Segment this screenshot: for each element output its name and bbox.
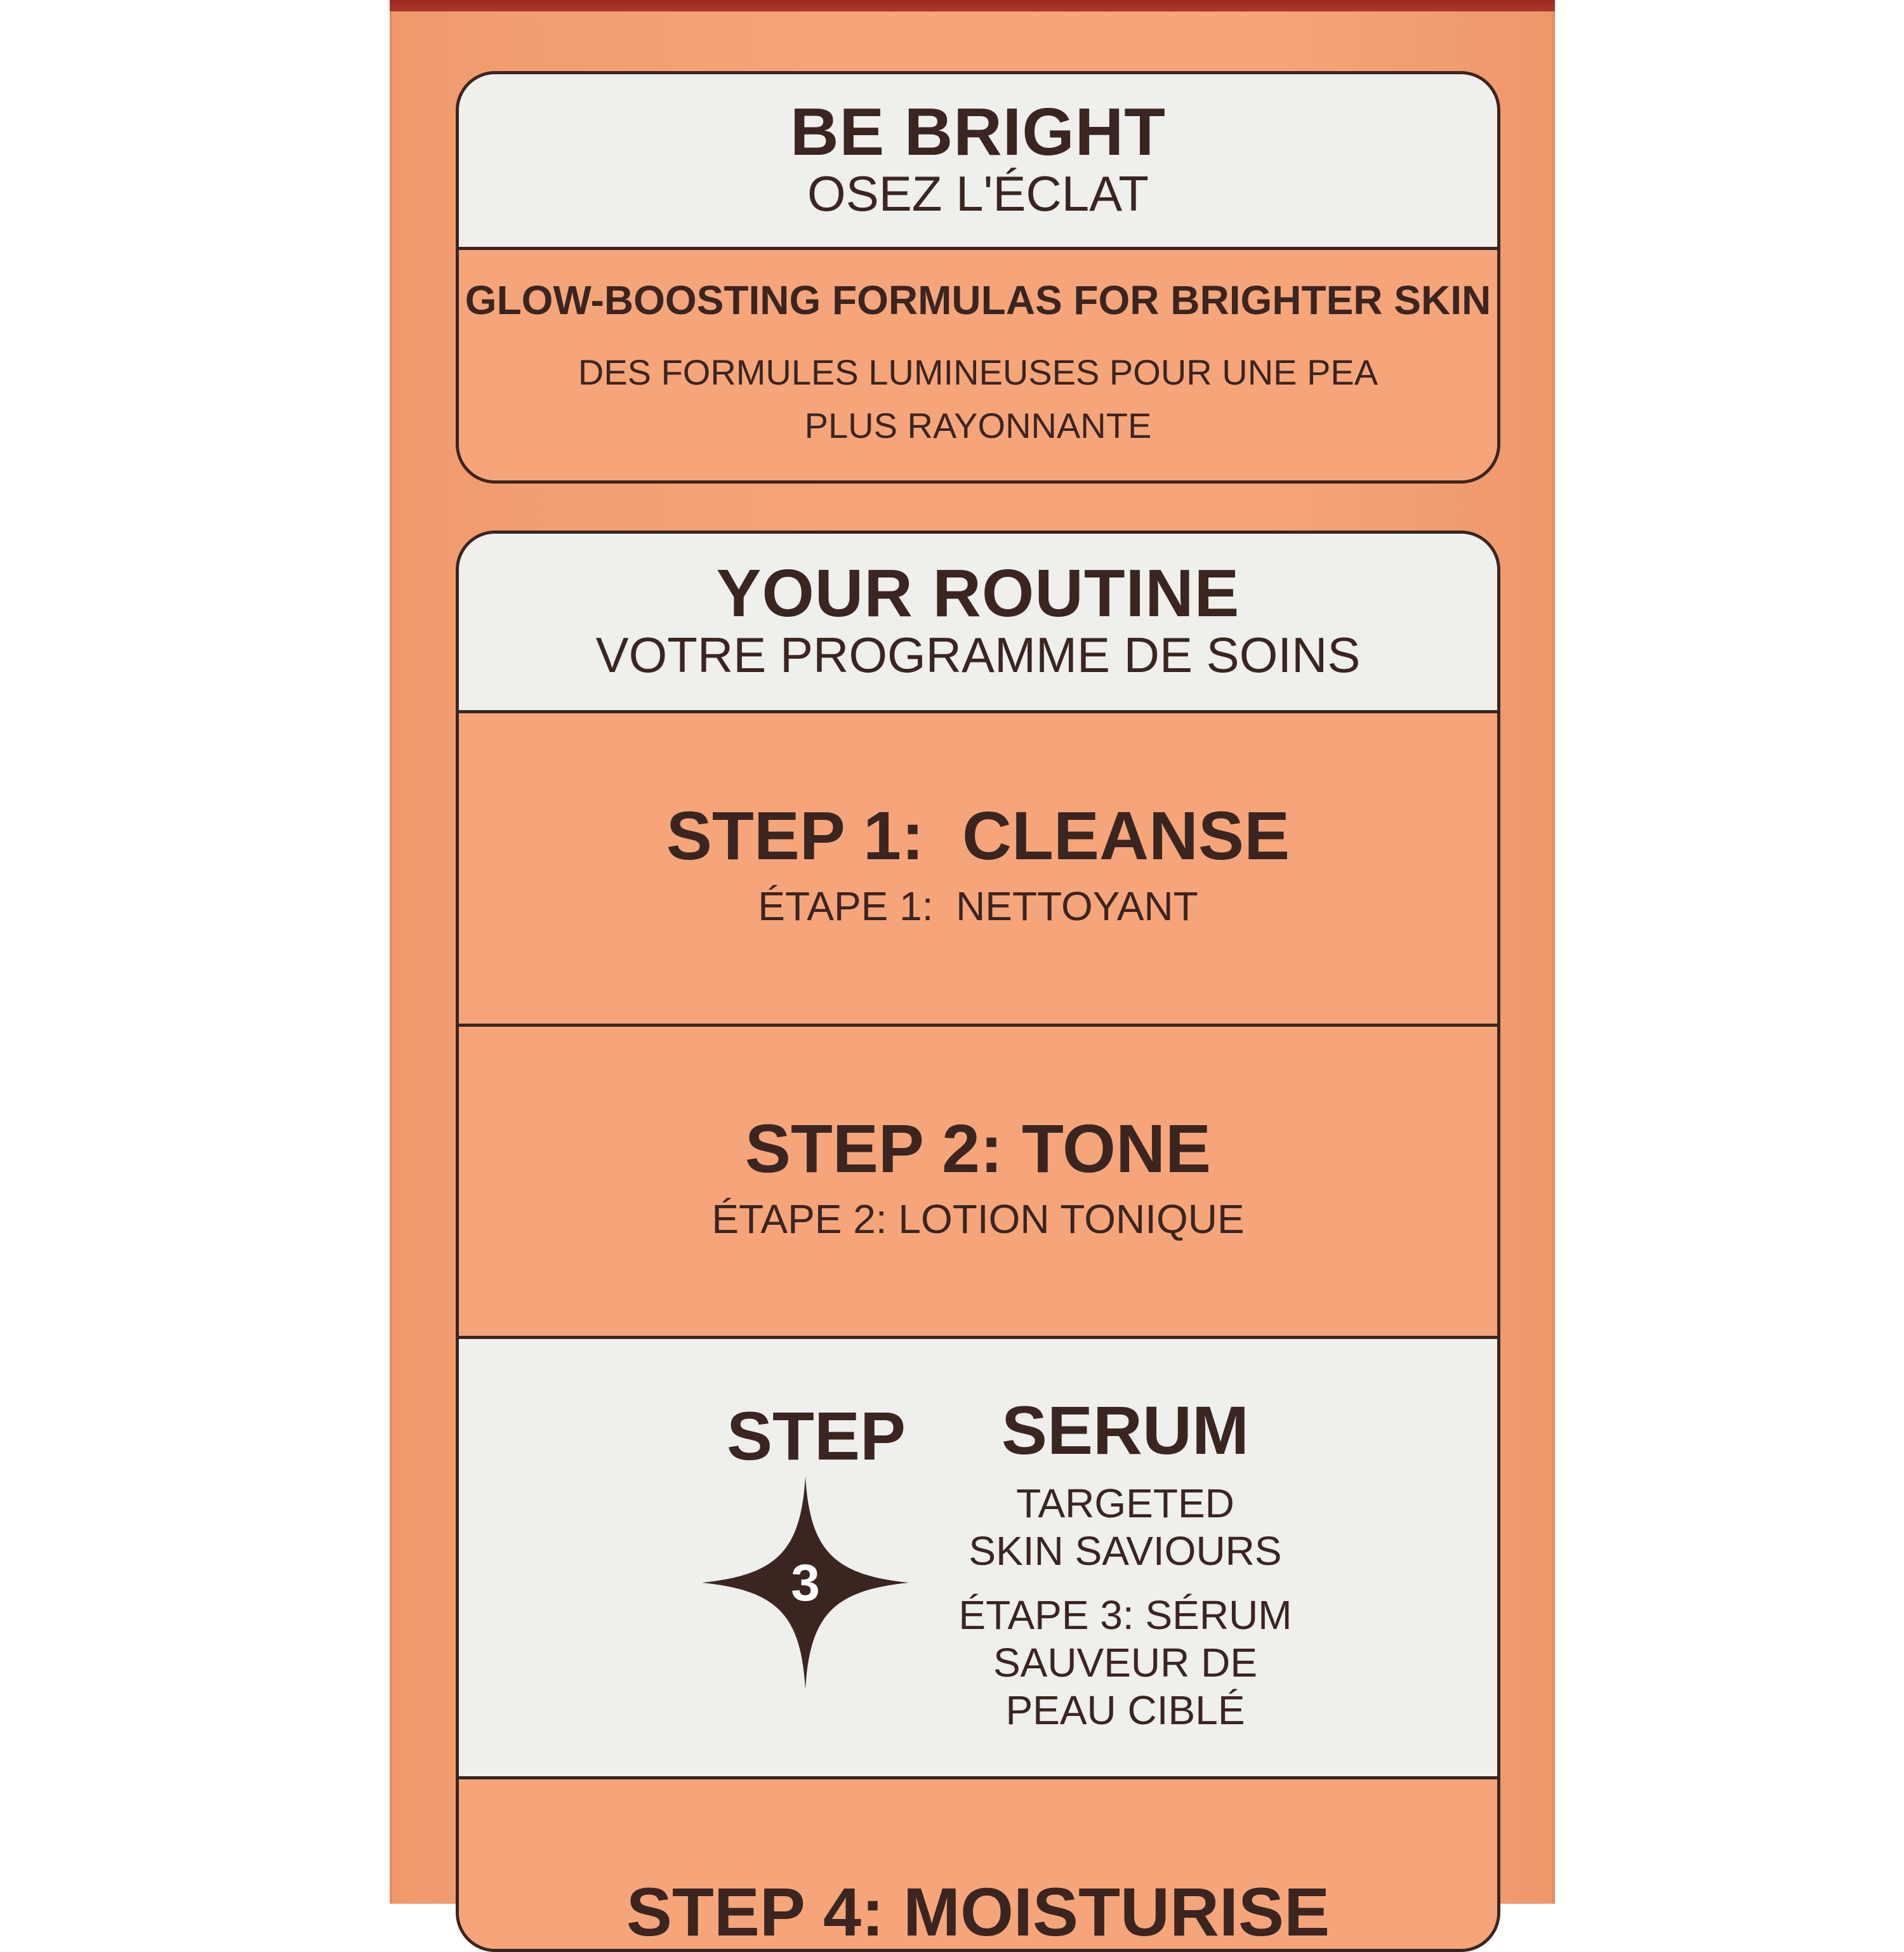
step-3-panel: [459, 1336, 1497, 1776]
step-4-panel: [459, 1776, 1497, 1949]
tagline-fr-line2: PLUS RAYONNANTE: [804, 405, 1152, 445]
step-2-title: STEP 2: TONE: [744, 1109, 1212, 1187]
tagline-fr-line1: DES FORMULES LUMINEUSES POUR UNE PEA: [578, 352, 1378, 392]
routine-header: [459, 534, 1497, 710]
be-bright-subtitle: OSEZ L'ÉCLAT: [807, 166, 1149, 222]
step-3-step-word: STEP: [727, 1397, 906, 1474]
serum-title: SERUM: [1001, 1392, 1250, 1468]
step-1-title: STEP 1: CLEANSE: [666, 796, 1290, 874]
serum-column: [941, 1392, 1309, 1734]
tagline-en: GLOW-BOOSTING FORMULAS FOR BRIGHTER SKIN: [465, 277, 1491, 324]
be-bright-title: BE BRIGHT: [790, 95, 1166, 170]
step-3-number: 3: [791, 1554, 820, 1612]
serum-desc-line1: TARGETED: [1016, 1480, 1234, 1526]
serum-desc-line2: SKIN SAVIOURS: [969, 1527, 1282, 1574]
routine-subtitle: VOTRE PROGRAMME DE SOINS: [595, 627, 1361, 683]
step-4-title: STEP 4: MOISTURISE: [626, 1873, 1330, 1950]
be-bright-header: [459, 74, 1497, 247]
routine-card: [456, 531, 1500, 1952]
tagline-panel: [459, 247, 1497, 480]
serum-fr-line2: SAUVEUR DE: [993, 1639, 1258, 1685]
step-2-panel: [459, 1024, 1497, 1336]
serum-fr-line3: PEAU CIBLÉ: [1005, 1687, 1245, 1733]
serum-fr-line1: ÉTAPE 3: SÉRUM: [958, 1592, 1292, 1638]
step-1-subtitle: ÉTAPE 1: NETTOYANT: [758, 883, 1198, 929]
step-1-panel: [459, 710, 1497, 1024]
four-point-star-icon: [701, 1475, 910, 1691]
be-bright-card: [456, 71, 1500, 484]
routine-title: YOUR ROUTINE: [716, 556, 1240, 631]
step-2-subtitle: ÉTAPE 2: LOTION TONIQUE: [711, 1196, 1245, 1242]
